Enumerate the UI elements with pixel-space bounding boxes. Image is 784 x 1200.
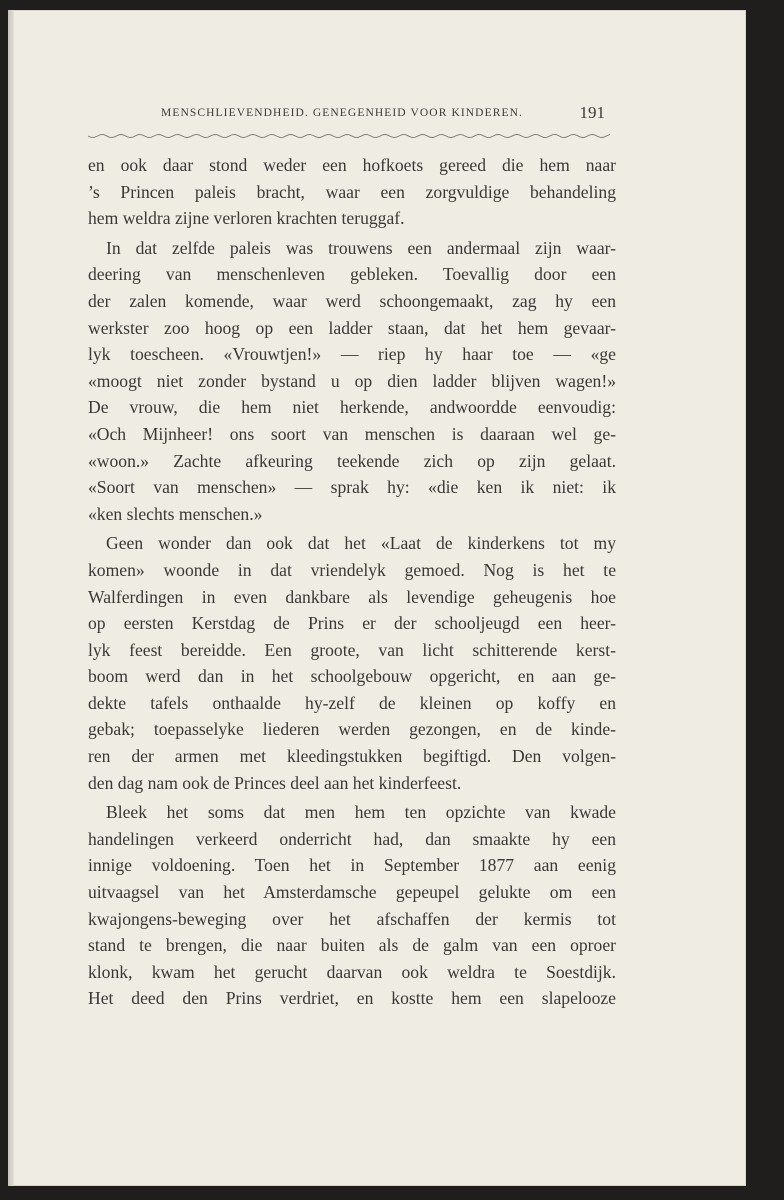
text-line: lyk feest bereidde. Een groote, van licht schitterende kerst- [88, 639, 616, 660]
header-rule [88, 130, 610, 142]
text-line: boom werd dan in het schoolgebouw opgericht, en aan ge- [88, 666, 616, 687]
text-line: «ken slechts menschen.» [88, 503, 263, 524]
text-line: ren der armen met kleedingstukken begiftigd. Den volgen- [88, 746, 616, 767]
text-line: lyk toescheen. «Vrouwtjen!» — riep hy haar toe — «ge [88, 344, 616, 365]
page-number: 191 [579, 103, 605, 122]
text-line: De vrouw, die hem niet herkende, andwoordde eenvoudig: [88, 397, 616, 418]
body-text [88, 152, 616, 1012]
text-line: In dat zelfde paleis was trouwens een andermaal zijn waar- [106, 237, 616, 258]
text-line: Geen wonder dan ook dat het «Laat de kinderkens tot my [106, 533, 616, 554]
text-line: uitvaagsel van het Amsterdamsche gepeupel gelukte om een [88, 882, 616, 903]
text-line: «Soort van menschen» — sprak hy: «die ken ik niet: ik [88, 477, 616, 498]
text-line: hem weldra zijne verloren krachten teruggaf. [88, 208, 405, 229]
text-line: «Och Mijnheer! ons soort van menschen is daaraan wel ge- [88, 423, 616, 444]
text-line: gebak; toepasselyke liederen werden gezongen, en de kinde- [88, 719, 616, 740]
text-line: «woon.» Zachte afkeuring teekende zich op zijn gelaat. [88, 450, 616, 471]
text-line: dekte tafels onthaalde hy-zelf de kleinen op koffy en [88, 692, 616, 713]
text-line: Walferdingen in even dankbare als levendige geheugenis hoe [88, 586, 616, 607]
text-line: handelingen verkeerd onderricht had, dan smaakte hy een [88, 828, 616, 849]
text-line: Bleek het soms dat men hem ten opzichte van kwade [106, 802, 616, 823]
running-title: MENSCHLIEVENDHEID. GENEGENHEID VOOR KINDEREN. [161, 107, 523, 119]
text-line: der zalen komende, waar werd schoongemaakt, zag hy een [88, 290, 616, 311]
text-line: werkster zoo hoog op een ladder staan, dat het hem gevaar- [88, 317, 616, 338]
text-line: ’s Princen paleis bracht, waar een zorgvuldige behandeling [88, 181, 616, 202]
page-gutter [8, 10, 14, 1186]
text-line: klonk, kwam het gerucht daarvan ook weldra te Soestdijk. [88, 961, 616, 982]
text-line: den dag nam ook de Princes deel aan het kinderfeest. [88, 772, 462, 793]
text-line: op eersten Kerstdag de Prins er der schooljeugd een heer- [88, 613, 616, 634]
text-line: Het deed den Prins verdriet, en kostte hem een slapelooze [88, 988, 616, 1009]
text-line: «moogt niet zonder bystand u op dien ladder blijven wagen!» [88, 370, 616, 391]
text-line: stand te brengen, die naar buiten als de galm van een oproer [88, 935, 616, 956]
text-line: en ook daar stond weder een hofkoets gereed die hem naar [88, 155, 616, 175]
text-line: deering van menschenleven gebleken. Toevallig door een [88, 264, 616, 285]
running-head [137, 103, 607, 127]
text-line: innige voldoening. Toen het in September 1877 aan eenig [88, 855, 616, 876]
text-line: kwajongens-beweging over het afschaffen der kermis tot [88, 908, 616, 929]
text-line: komen» woonde in dat vriendelyk gemoed. Nog is het te [88, 559, 616, 580]
